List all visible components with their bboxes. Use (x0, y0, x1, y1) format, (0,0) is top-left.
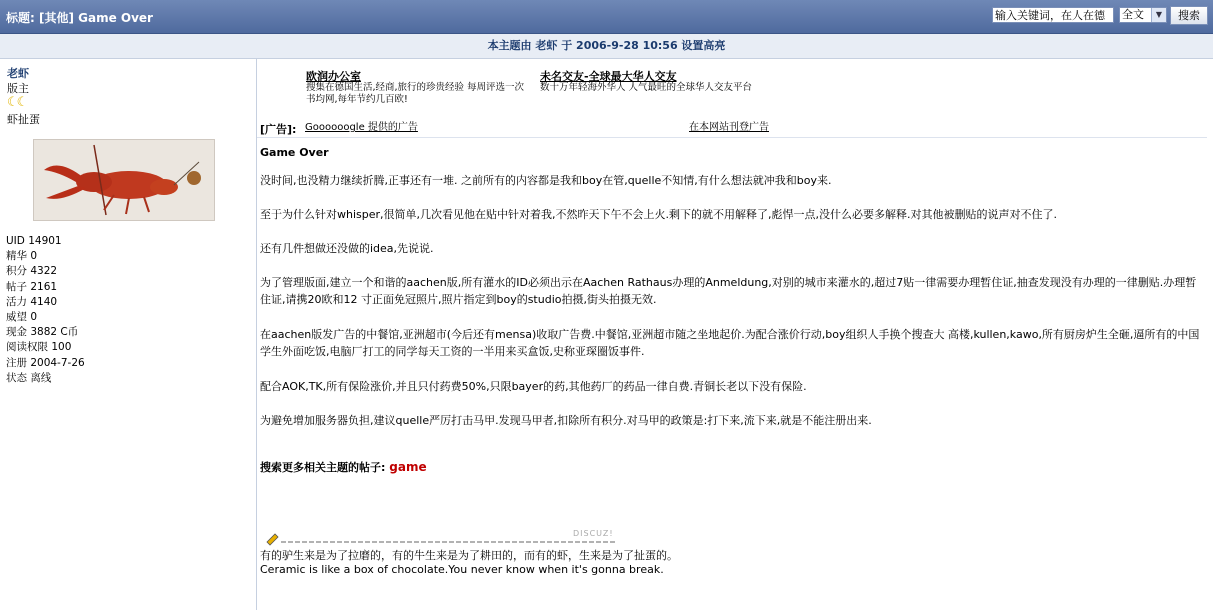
post-title: Game Over (260, 146, 329, 159)
post-paragraph: 为避免增加服务器负担,建议quelle严厉打击马甲.发现马甲者,扣除所有积分.对马甲的政策是:打下来,流下来,就是不能注册出来. (260, 414, 872, 427)
post-paragraph: 还有几件想做还没做的idea,先说说. (260, 242, 434, 255)
stat-registered: 注册 2004-7-26 (6, 356, 85, 369)
related-keyword-link[interactable]: game (389, 460, 427, 474)
ad-provider-link[interactable]: Goooooogle 提供的广告 (305, 122, 418, 133)
search-scope-value: 全文 (1122, 8, 1144, 21)
rank-stars-icon: ☾☾ (7, 95, 27, 110)
author-panel (0, 59, 257, 610)
stat-energy: 活力 4140 (6, 295, 58, 308)
ad-title-2[interactable]: 未名交友-全球最大华人交友 (540, 70, 677, 83)
stat-cash: 现金 3882 C币 (6, 326, 79, 339)
signature-line-1: 有的驴生来是为了拉磨的，有的牛生来是为了耕田的，而有的虾，生来是为了扯蛋的。 (260, 549, 678, 562)
post-paragraph: 没时间,也没精力继续折腾,正事还有一堆. 之前所有的内容都是我和boy在管,quelle不知情,有什么想法就冲我和boy来. (260, 174, 832, 187)
stat-read-permission: 阅读权限 100 (6, 341, 72, 354)
related-search-label: 搜索更多相关主题的帖子: (260, 461, 386, 474)
divider (257, 137, 1207, 138)
highlight-notice: 本主题由 老虾 于 2006-9-28 10:56 设置高亮 (0, 34, 1213, 59)
advertise-link[interactable]: 在本网站刊登广告 (689, 122, 769, 133)
search-button[interactable]: 搜索 (1170, 6, 1208, 25)
page-title: 标题: [其他] Game Over (6, 11, 153, 25)
discuz-watermark: DISCUZ! (573, 529, 614, 538)
stat-points: 积分 4322 (6, 265, 58, 278)
ad-desc-1: 搜集在德国生活,经商,旅行的珍贵经验 每周评选一次书均网,每年节约几百欧! (306, 82, 525, 105)
post-panel (257, 59, 1213, 610)
author-name[interactable]: 老虾 (7, 67, 29, 80)
stat-posts: 帖子 2161 (6, 280, 58, 293)
stat-uid: UID 14901 (6, 235, 62, 247)
related-search (260, 459, 427, 475)
author-title: 版主 (7, 82, 29, 95)
post-paragraph: 配合AOK,TK,所有保险涨价,并且只付药费50%,只限bayer的药,其他药厂的药品一律自费.青铜长老以下没有保险. (260, 380, 807, 393)
ad-desc-2: 数十万年轻海外华人 人气最旺的全球华人交友平台 (540, 82, 753, 93)
chevron-down-icon[interactable]: ▼ (1151, 8, 1166, 22)
ad-box (257, 65, 772, 136)
search-scope-select[interactable] (1119, 7, 1167, 23)
ad-title-1[interactable]: 欧润办公室 (306, 70, 361, 83)
post-paragraph: 在aachen版发广告的中餐馆,亚洲超市(今后还有mensa)收取广告费.中餐馆,亚洲超市随之坐地起价.为配合涨价行动,boy组织人手换个搜查大 高楼,kullen,kawo,所有厨房炉生全砸,逼所有的中国学生外面吃饭,电脑厂打工的同学每天工资的一半用来买盒饭,史称亚琛圈饭事件. (260, 328, 1200, 358)
ad-label: [广告]: (260, 123, 297, 136)
author-custom-title: 虾扯蛋 (7, 113, 40, 126)
post-paragraph: 至于为什么针对whisper,很简单,几次看见他在贴中针对着我,不然昨天下午不会上火.剩下的就不用解释了,彪悍一点,没什么必要多解释.对其他被删贴的说声对不住了. (260, 208, 1057, 221)
stat-digest: 精华 0 (6, 250, 38, 263)
avatar (33, 139, 215, 221)
stat-prestige: 威望 0 (6, 311, 38, 324)
pencil-icon (265, 530, 620, 546)
lobster-avatar-icon (34, 140, 214, 220)
stat-status: 状态 离线 (6, 371, 52, 384)
search-input[interactable]: 输入关键词，在人在德 (992, 7, 1114, 23)
signature-line-2: Ceramic is like a box of chocolate.You never know when it's gonna break. (260, 563, 664, 576)
signature-divider (265, 530, 620, 546)
author-stats (6, 234, 85, 386)
post-paragraph: 为了管理版面,建立一个和谐的aachen版,所有灌水的ID必须出示在Aachen Rathaus办理的Anmeldung,对别的城市来灌水的,超过7贴一律需要办理暂住证,抽查发现没有办理的一律删贴.办理暂住证,请携20欧和12 寸正面免冠照片,照片指定到boy的studio拍摄,街头拍摄无效. (260, 276, 1197, 306)
title-bar (0, 0, 1213, 34)
